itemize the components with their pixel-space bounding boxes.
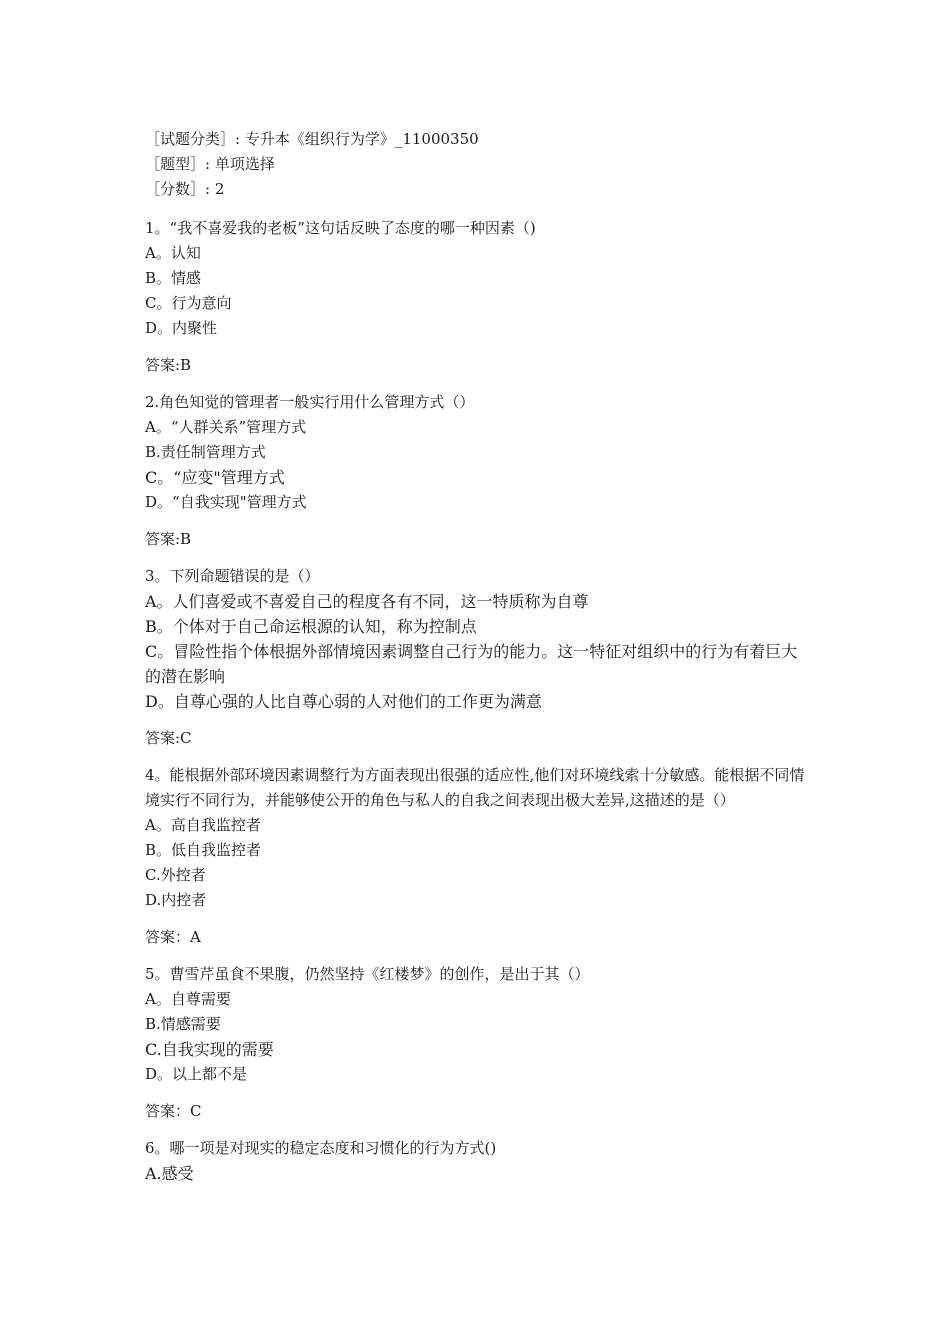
question-text: 1。“我不喜爱我的老板”这句话反映了态度的哪一种因素（) — [145, 219, 536, 237]
question-6 — [145, 1136, 812, 1186]
question-5 — [145, 962, 812, 1124]
option-c: C。“应变"管理方式 — [145, 468, 285, 487]
option-c: C。行为意向 — [145, 294, 232, 312]
option-d: D。“自我实现"管理方式 — [145, 493, 307, 511]
question-header — [145, 127, 812, 202]
option-c: C。冒险性指个体根据外部情境因素调整自己行为的能力。这一特征对组织中的行为有着巨大的潜在影响 — [145, 642, 798, 686]
answer: 答案：C — [145, 1102, 202, 1120]
question-text: 2.角色知觉的管理者一般实行用什么管理方式（） — [145, 393, 475, 411]
option-b: B。个体对于自己命运根源的认知，称为控制点 — [145, 617, 477, 636]
answer: 答案:B — [145, 356, 192, 374]
option-a: A.感受 — [145, 1164, 194, 1183]
answer: 答案：A — [145, 928, 201, 946]
question-text: 3。下列命题错误的是（） — [145, 567, 320, 585]
score-line: ［分数］: 2 — [145, 180, 225, 198]
question-text: 4。能根据外部环境因素调整行为方面表现出很强的适应性,他们对环境线索十分敏感。能根据不同情境实行不同行为，并能够使公开的角色与私人的自我之间表现出极大差异,这描述的是（） — [145, 766, 805, 809]
option-b: B.情感需要 — [145, 1015, 221, 1033]
option-a: A。认知 — [145, 244, 201, 262]
question-text: 5。曹雪芹虽食不果腹，仍然坚持《红楼梦》的创作，是出于其（） — [145, 965, 590, 983]
option-a: A。高自我监控者 — [145, 816, 261, 834]
option-d: D。内聚性 — [145, 319, 218, 337]
question-text: 6。哪一项是对现实的稳定态度和习惯化的行为方式() — [145, 1139, 497, 1157]
answer: 答案:B — [145, 530, 192, 548]
option-a: A。“人群关系”管理方式 — [145, 418, 307, 436]
category-line: ［试题分类］: 专升本《组织行为学》_11000350 — [145, 130, 479, 148]
question-1 — [145, 216, 812, 378]
option-b: B.责任制管理方式 — [145, 443, 266, 461]
option-b: B。低自我监控者 — [145, 841, 262, 859]
option-b: B。情感 — [145, 269, 202, 287]
option-d: D。以上都不是 — [145, 1065, 248, 1083]
option-a: A。自尊需要 — [145, 990, 231, 1008]
question-2 — [145, 390, 812, 552]
question-4 — [145, 763, 812, 950]
option-c: C.外控者 — [145, 866, 206, 884]
option-c: C.自我实现的需要 — [145, 1040, 274, 1059]
option-a: A。人们喜爱或不喜爱自己的程度各有不同，这一特质称为自尊 — [145, 592, 589, 611]
option-d: D.内控者 — [145, 891, 207, 909]
type-line: ［题型］: 单项选择 — [145, 155, 275, 173]
answer: 答案:C — [145, 729, 192, 747]
question-3 — [145, 564, 812, 751]
option-d: D。自尊心强的人比自尊心弱的人对他们的工作更为满意 — [145, 692, 542, 711]
